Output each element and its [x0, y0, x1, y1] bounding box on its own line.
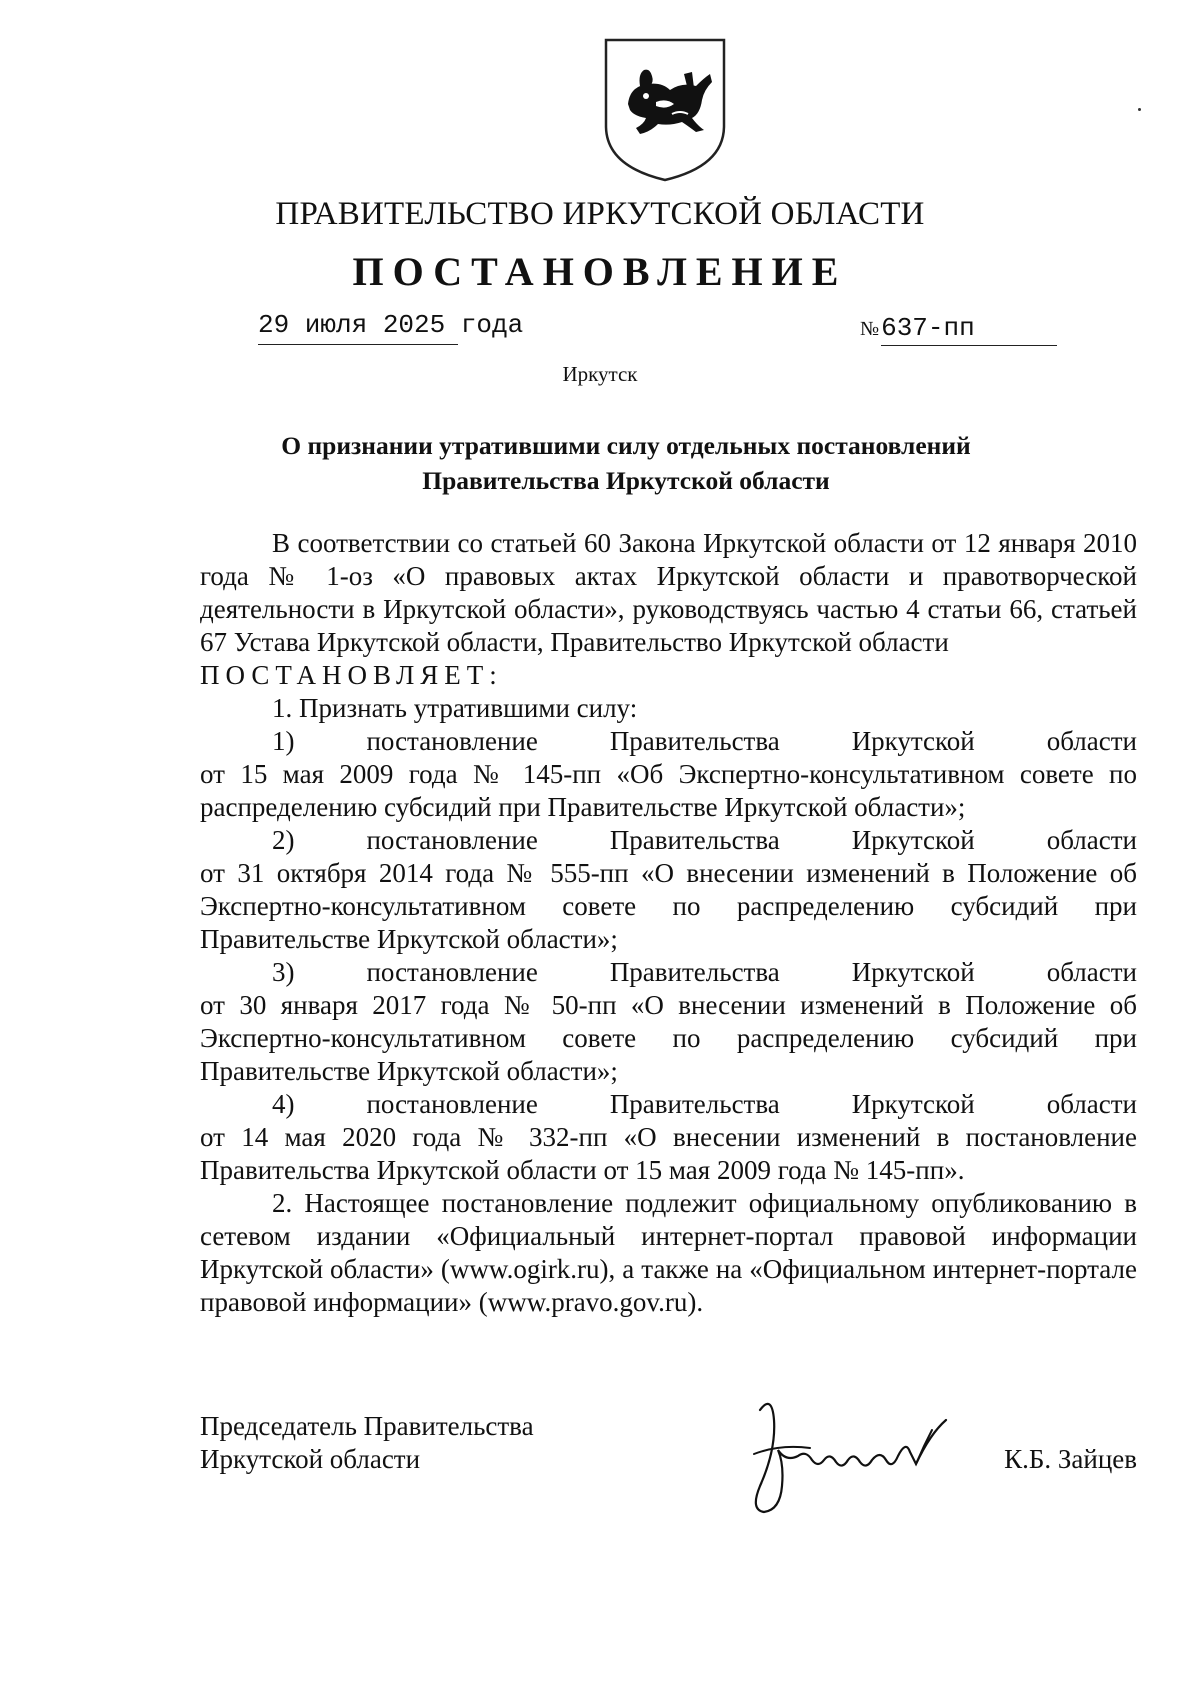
list-item-word: области — [1046, 825, 1137, 855]
document-body — [200, 527, 1137, 1319]
list-item-word: Иркутской — [851, 957, 975, 987]
list-item — [200, 824, 1137, 956]
government-title: ПРАВИТЕЛЬСТВО ИРКУТСКОЙ ОБЛАСТИ — [275, 196, 925, 232]
list-item-word: постановление — [366, 1089, 538, 1119]
list-item — [200, 1088, 1137, 1187]
list-item-text: от 31 октября 2014 года № 555-пп «О внесении изменений в Положение об Экспертно-консультативном совете по распределению субсидий при Правительстве Иркутской области»; — [200, 858, 1137, 954]
point-2: 2. Настоящее постановление подлежит официальному опубликованию в сетевом издании «Официальный интернет-портал правовой информации Иркутской области» (www.ogirk.ru), а также на «Официальном интернет-портале правовой информации» (www.pravo.gov.ru). — [200, 1188, 1137, 1317]
list-item-word: постановление — [366, 957, 538, 987]
list-item-number: 1) — [272, 726, 295, 756]
handwritten-signature — [720, 1390, 980, 1520]
list-item-first-line — [200, 725, 1137, 758]
list-item-word: Правительства — [609, 1089, 780, 1119]
list-item-number: 3) — [272, 957, 295, 987]
city-name: Иркутск — [562, 362, 638, 386]
decree-word: ПОСТАНОВЛЯЕТ: — [200, 660, 503, 690]
list-item-first-line — [200, 956, 1137, 989]
list-item-text: от 14 мая 2020 года № 332-пп «О внесении изменений в постановление Правительства Иркутской области от 15 мая 2009 года № 145-пп». — [200, 1122, 1137, 1185]
document-date: 29 июля 2025 года — [258, 310, 524, 340]
list-item-word: области — [1046, 726, 1137, 756]
list-item-number: 4) — [272, 1089, 295, 1119]
position-line-2: Иркутской области — [200, 1444, 421, 1474]
document-date-field — [258, 310, 524, 345]
subject-line-1: О признании утратившими силу отдельных постановлений — [281, 431, 971, 460]
document-subject — [226, 428, 1026, 498]
document-type-heading: ПОСТАНОВЛЕНИЕ — [352, 249, 848, 294]
list-item — [200, 956, 1137, 1088]
list-item-text: от 30 января 2017 года № 50-пп «О внесении изменений в Положение об Экспертно-консультативном совете по распределению субсидий при Правительстве Иркутской области»; — [200, 990, 1137, 1086]
signatory-position — [200, 1410, 534, 1476]
scan-speck — [1138, 108, 1141, 111]
list-item-word: Правительства — [609, 825, 780, 855]
list-item-word: Иркутской — [851, 1089, 975, 1119]
number-underline — [881, 313, 1057, 346]
list-item-word: Иркутской — [851, 726, 975, 756]
list-item-word: Иркутской — [851, 825, 975, 855]
signatory-name: К.Б. Зайцев — [1004, 1444, 1137, 1474]
list-item-first-line — [200, 824, 1137, 857]
position-line-1: Председатель Правительства — [200, 1411, 534, 1441]
number-sign: № — [860, 318, 880, 340]
document-number: 637-пп — [881, 313, 975, 343]
document-number-field — [860, 313, 1057, 346]
list-item-text: от 15 мая 2009 года № 145-пп «Об Экспертно-консультативном совете по распределению субсидий при Правительстве Иркутской области»; — [200, 759, 1137, 822]
list-item-first-line — [200, 1088, 1137, 1121]
preamble-paragraph: В соответствии со статьей 60 Закона Иркутской области от 12 января 2010 года № 1-оз «О правовых актах Иркутской области и правотворческой деятельности в Иркутской области», руководствуясь частью 4 статьи 66, статьей 67 Устава Иркутской области, Правительство Иркутской области — [200, 528, 1137, 657]
list-item-word: Правительства — [609, 957, 780, 987]
list-item-word: постановление — [366, 726, 538, 756]
point-1: 1. Признать утратившими силу: — [272, 693, 638, 723]
list-item-word: области — [1046, 957, 1137, 987]
list-item-word: области — [1046, 1089, 1137, 1119]
coat-of-arms-emblem — [600, 34, 730, 184]
list-item-word: постановление — [366, 825, 538, 855]
list-item-word: Правительства — [609, 726, 780, 756]
list-item — [200, 725, 1137, 824]
subject-line-2: Правительства Иркутской области — [422, 466, 830, 495]
list-item-number: 2) — [272, 825, 295, 855]
